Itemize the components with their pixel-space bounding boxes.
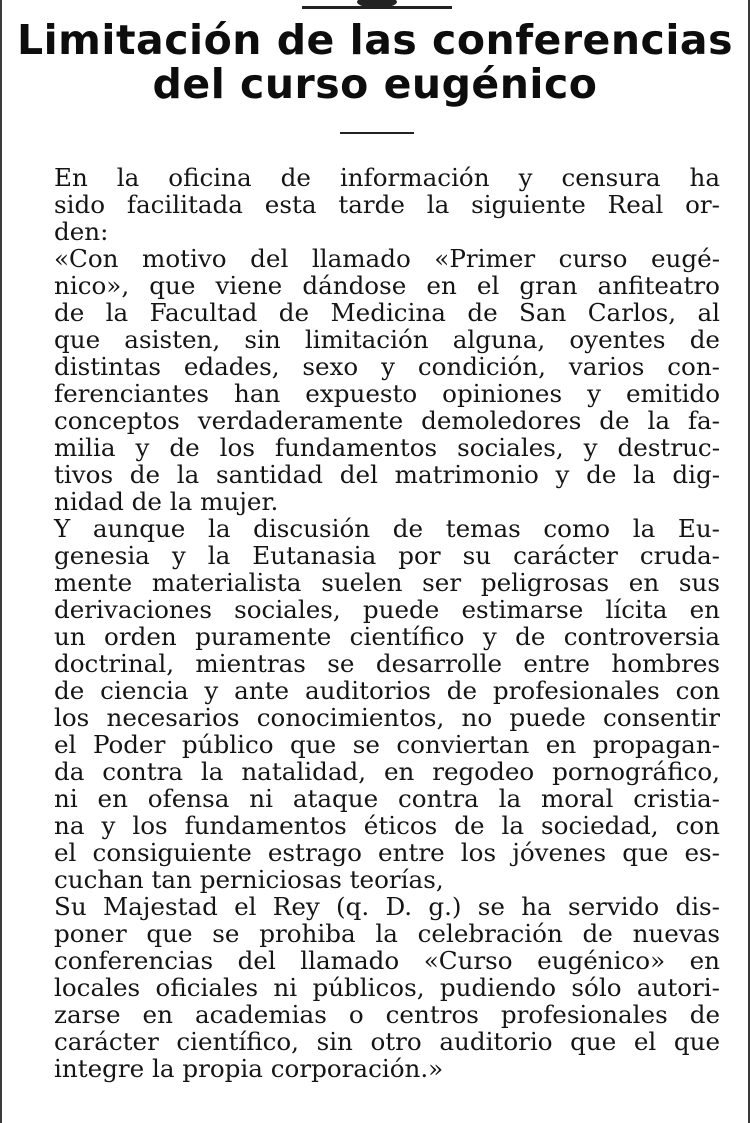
text-line: distintas edades, sexo y condición, varios con-: [54, 352, 720, 381]
text-line: «Con motivo del llamado «Primer curso eugé-: [54, 244, 720, 273]
text-line: que asisten, sin limitación alguna, oyentes de: [54, 325, 720, 354]
text-line: sido facilitada esta tarde la siguiente Real or-: [54, 190, 720, 219]
text-line: el Poder público que se conviertan en propagan-: [54, 730, 720, 759]
text-line: carácter científico, sin otro auditorio que el que: [54, 1027, 720, 1056]
text-line: mente materialista suelen ser peligrosas en sus: [54, 568, 720, 597]
text-line: integre la propia corporación.»: [54, 1054, 444, 1083]
text-line: ferenciantes han expuesto opiniones y emitido: [54, 379, 720, 408]
text-line: da contra la natalidad, en regodeo pornográfico,: [54, 757, 720, 786]
text-line: derivaciones sociales, puede estimarse lícita en: [54, 595, 720, 624]
paragraph-1: [24, 164, 720, 245]
top-ornament: [302, 0, 452, 9]
text-line: nidad de la mujer.: [54, 487, 279, 516]
text-line: na y los fundamentos éticos de la sociedad, con: [54, 811, 720, 840]
text-line: poner que se prohiba la celebración de nuevas: [54, 919, 720, 948]
paragraph-4: [24, 893, 720, 1082]
text-line: Su Majestad el Rey (q. D. g.) se ha servido dis-: [54, 892, 720, 921]
text-line: conferencias del llamado «Curso eugénico» en: [54, 946, 720, 975]
headline-line-1: Limitación de las conferencias: [17, 16, 733, 64]
text-line: doctrinal, mientras se desarrolle entre hombres: [54, 649, 720, 678]
text-line: cuchan tan perniciosas teorías,: [54, 865, 444, 894]
text-line: los necesarios conocimientos, no puede consentir: [54, 703, 720, 732]
paragraph-3: [24, 515, 720, 893]
text-line: zarse en academias o centros profesionales de: [54, 1000, 720, 1029]
text-line: den:: [54, 217, 109, 246]
text-line: nico», que viene dándose en el gran anfiteatro: [54, 271, 720, 300]
paragraph-2: [24, 245, 720, 515]
text-line: conceptos verdaderamente demoledores de la fa-: [54, 406, 720, 435]
text-line: locales oficiales ni públicos, pudiendo sólo autori-: [54, 973, 720, 1002]
text-line: de ciencia y ante auditorios de profesionales con: [54, 676, 720, 705]
text-line: tivos de la santidad del matrimonio y de la dig-: [54, 460, 720, 489]
text-line: el consiguiente estrago entre los jóvenes que es-: [54, 838, 720, 867]
text-line: un orden puramente científico y de controversia: [54, 622, 720, 651]
text-line: de la Facultad de Medicina de San Carlos, al: [54, 298, 720, 327]
headline-divider: [340, 132, 414, 134]
text-line: genesia y la Eutanasia por su carácter cruda-: [54, 541, 720, 570]
text-line: Y aunque la discusión de temas como la Eu-: [54, 514, 720, 543]
text-line: milia y de los fundamentos sociales, y destruc-: [54, 433, 720, 462]
headline: [12, 18, 738, 106]
text-line: ni en ofensa ni ataque contra la moral cristia-: [54, 784, 720, 813]
text-line: En la oficina de información y censura ha: [54, 163, 720, 192]
headline-line-2: del curso eugénico: [152, 60, 598, 108]
article-body: [24, 164, 720, 1082]
